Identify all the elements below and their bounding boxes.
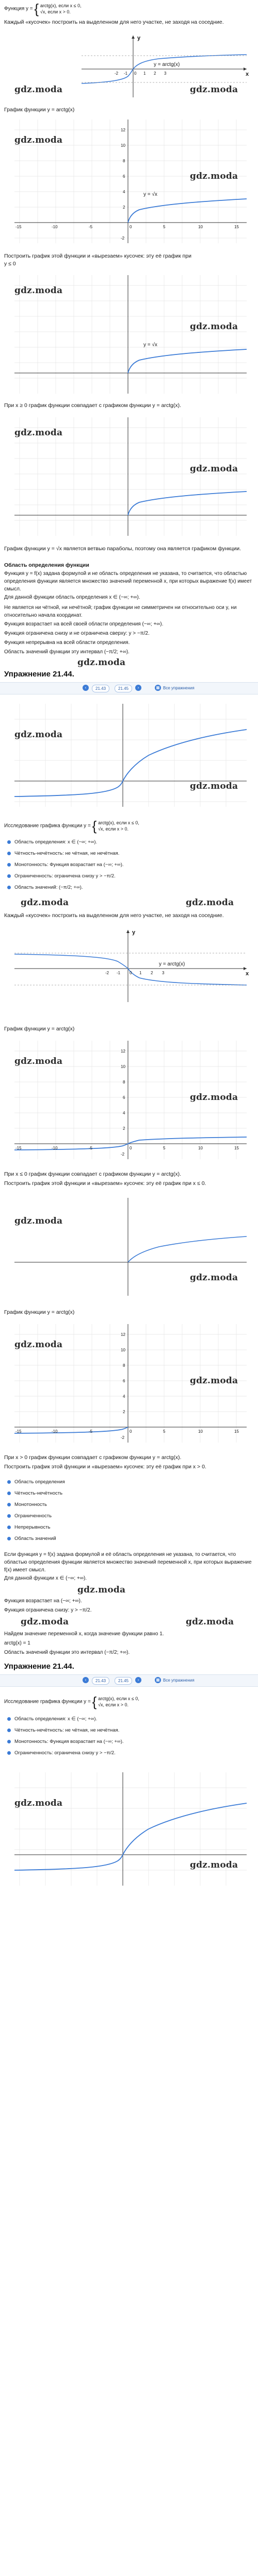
graph-xtick: -15	[15, 1146, 22, 1150]
graph1-y-label: y	[137, 35, 141, 41]
graph-xtick: 5	[163, 1146, 166, 1150]
list-item-text: Чётность-нечётность	[14, 1490, 63, 1496]
list-item	[4, 1477, 254, 1488]
watermark: gdz.moda	[186, 1617, 234, 1627]
exercise-toolbar	[0, 682, 258, 694]
graph2-xtick: 0	[130, 225, 132, 229]
next-exercise-button[interactable]: 21.45	[115, 1677, 132, 1685]
graph-ytick: 8	[123, 1080, 125, 1084]
graph2-ytick: 8	[123, 159, 125, 163]
graph-ytick: 2	[123, 1410, 125, 1414]
graph2-ytick: 12	[121, 128, 125, 132]
graph-ytick: 6	[123, 1379, 125, 1383]
part2-range-row	[4, 1649, 254, 1656]
prev-exercise-button[interactable]: 21.43	[92, 685, 109, 692]
range-label: Область значений функции эту интервал	[4, 649, 103, 655]
part2-domain-value: Для данной функции x ∈ (−∞; +∞).	[4, 1575, 87, 1581]
graph2-xtick: 15	[234, 225, 239, 229]
prev-arrow-icon[interactable]: ‹	[83, 685, 89, 691]
graph2-xtick: -10	[52, 225, 58, 229]
part2-text-a: Каждый «кусочек» построить на выделенном для него участке, не заходя на соседние.	[4, 912, 224, 919]
list-item-text: Область значений	[14, 1536, 56, 1541]
range-value: (−π/2; +∞).	[104, 1650, 130, 1655]
list-item-text: Ограниченность: ограничена снизу y > −π/2.	[14, 1750, 116, 1756]
graph2-ytick: 4	[123, 190, 125, 194]
range-value: (−π/2; +∞).	[104, 649, 130, 655]
function-definition: Функция y = { arctg(x), если x ≤ 0, √x, если x > 0.	[4, 1, 82, 16]
graph-final	[4, 1767, 254, 1891]
graph5-caption: График функции y = √x является ветвью параболы, поэтому она является графиком функции.	[4, 546, 241, 552]
watermark: gdz.moda	[190, 1376, 238, 1386]
list-item-text: Чётность-нечётность: не чётная, не нечётная.	[14, 851, 120, 856]
graph-y-label: y	[132, 929, 136, 936]
graph-xtick: -10	[52, 1146, 58, 1150]
watermark: gdz.moda	[14, 84, 63, 95]
watermark: gdz.moda	[190, 1860, 238, 1870]
all-exercises-link[interactable]: Все упражнения	[163, 1678, 195, 1683]
graph-xtick: -5	[89, 1146, 93, 1150]
exercise-definition-3: Исследование графика функции y = { arctg(x), если x ≤ 0, √x, если x > 0.	[4, 1694, 139, 1709]
graph-ytick: 4	[123, 1111, 125, 1115]
properties-list-3	[4, 1714, 254, 1759]
watermark: gdz.moda	[21, 897, 69, 908]
graph-xtick: 10	[198, 1429, 203, 1434]
graph-tick: 1	[139, 971, 142, 975]
graph-xtick: -10	[52, 1429, 58, 1434]
range-row	[4, 648, 254, 656]
watermark: gdz.moda	[21, 1617, 69, 1627]
list-item-text: Монотонность	[14, 1502, 47, 1507]
list-item	[4, 1714, 254, 1725]
graph-arctg-small-2	[4, 927, 254, 1005]
graph2-ytick: 6	[123, 174, 125, 179]
monotonic-text: Функция возрастает на всей своей области определения (−∞; +∞).	[4, 621, 164, 627]
watermark: gdz.moda	[14, 730, 63, 740]
next-arrow-icon[interactable]: ›	[135, 1677, 141, 1683]
watermark: gdz.moda	[14, 1798, 63, 1808]
graph2-ytick: -2	[121, 236, 125, 241]
graph2-xtick: 5	[163, 225, 166, 229]
exercise-title: Упражнение 21.44.	[4, 670, 74, 679]
intro-text: Каждый «кусочек» построить на выделенном для него участке, не заходя на соседние.	[4, 19, 224, 25]
watermark: gdz.moda	[14, 1056, 63, 1066]
graph-x-label: x	[246, 971, 249, 977]
graph-ytick: 12	[121, 1049, 125, 1054]
graph1-tick: 0	[134, 71, 137, 76]
watermark: gdz.moda	[190, 781, 238, 791]
def-line-1: arctg(x), если x ≤ 0,	[98, 820, 139, 825]
graph2-xtick: -15	[15, 225, 22, 229]
graph-arctg-grid	[4, 1036, 254, 1164]
list-item	[4, 1499, 254, 1511]
graph2-label: y = √x	[143, 192, 157, 197]
graph-ytick: 6	[123, 1095, 125, 1100]
graph3-note: При x ≥ 0 график функции совпадает с графиком функции y = arctg(x).	[4, 402, 182, 409]
graph-xtick: 15	[234, 1429, 239, 1434]
graph-sqrt-grid-2	[4, 270, 254, 399]
graph-xtick: 0	[130, 1429, 132, 1434]
part2-bounded: Функция ограничена снизу: y > −π/2.	[4, 1607, 92, 1613]
graph-xtick: -15	[15, 1429, 22, 1434]
list-item	[4, 848, 254, 859]
graph-xtick: 0	[130, 1146, 132, 1150]
domain-text-1: Функция y = f(x) задана формулой и не область определения не указана, то считается, что областью определения функции является множество значений переменной x, при которых выражение f(x) имеет смысл.	[4, 571, 252, 592]
all-exercises-link[interactable]: Все упражнения	[163, 686, 195, 690]
watermark: gdz.moda	[190, 171, 238, 181]
watermark: gdz.moda	[14, 1216, 63, 1226]
graph-arctg-small	[4, 33, 254, 100]
list-item	[4, 837, 254, 848]
def-label: Функция y =	[4, 6, 33, 12]
list-item	[4, 1522, 254, 1533]
graph3-caption-a: Построить график этой функции и «вырезаем» кусочек: эту её график при	[4, 253, 191, 259]
graph-ytick: 12	[121, 1332, 125, 1337]
graph1-tick: 3	[164, 71, 167, 76]
list-item	[4, 1725, 254, 1736]
range-label: Область значений функции это интервал	[4, 1650, 103, 1655]
graph-ytick: 8	[123, 1363, 125, 1368]
graph2-xtick: -5	[89, 225, 93, 229]
watermark: gdz.moda	[190, 321, 238, 332]
part2-range-eq: arctg(x) = 1	[4, 1640, 30, 1646]
def-line-1: arctg(x), если x ≤ 0,	[98, 1696, 139, 1701]
watermark: gdz.moda	[190, 84, 238, 95]
graph-ytick: -2	[121, 1152, 125, 1157]
part2-text-e: Построить график этой функции и «вырезаем» кусочек: эту её график при x > 0.	[4, 1464, 206, 1470]
def-line-1: arctg(x), если x ≤ 0,	[40, 3, 82, 8]
graph2-ytick: 2	[123, 205, 125, 210]
list-item	[4, 1488, 254, 1499]
graph2-xtick: 10	[198, 225, 203, 229]
graph-tick: 3	[162, 971, 165, 975]
part2-graph3-title: График функции y = arctg(x)	[4, 1309, 75, 1315]
def-line-2: √x, если x > 0.	[40, 9, 71, 14]
list-item-text: Область значений: (−π/2; +∞).	[14, 885, 83, 890]
domain-section-title: Область определения функции	[4, 562, 89, 568]
list-item	[4, 859, 254, 871]
grid-icon[interactable]: ▦	[155, 1677, 161, 1683]
watermark: gdz.moda	[14, 428, 63, 438]
graph-curve-label: y = arctg(x)	[159, 961, 185, 967]
exercise-title-2: Упражнение 21.44.	[4, 1662, 74, 1671]
exercise-text: Исследование графика функции y =	[4, 823, 91, 829]
graph1-tick: 1	[143, 71, 146, 76]
watermark: gdz.moda	[190, 464, 238, 474]
domain-text-2: Для данной функции область определения x ∈ (−∞; +∞).	[4, 595, 140, 600]
list-item	[4, 871, 254, 882]
part2-range-intro: Найдем значение переменной x, когда значение функции равно 1.	[4, 1631, 164, 1637]
graph-arctg-wide	[4, 699, 254, 812]
def-line-2: √x, если x > 0.	[98, 1702, 129, 1707]
next-exercise-button[interactable]: 21.45	[115, 685, 132, 692]
graph3-label: y = √x	[143, 342, 157, 348]
part2-text-c: Построить график этой функции и «вырезаем» кусочек: эту её график при x ≤ 0.	[4, 1180, 206, 1187]
watermark: gdz.moda	[14, 285, 63, 296]
graph-ytick: -2	[121, 1435, 125, 1440]
graph-xtick: -5	[89, 1429, 93, 1434]
graph-tick: 0	[130, 971, 132, 975]
graph1-tick: -1	[124, 71, 128, 76]
grid-icon[interactable]: ▦	[155, 685, 161, 691]
graph-sqrt-grid	[4, 114, 254, 248]
list-item-text: Ограниченность: ограничена снизу y > −π/2.	[14, 873, 116, 879]
part2-monotonic: Функция возрастает на (−∞; +∞).	[4, 1598, 82, 1604]
graph-xtick: 5	[163, 1429, 166, 1434]
list-item-text: Монотонность: Функция возрастает на (−∞; +∞).	[14, 1739, 124, 1744]
watermark: gdz.moda	[190, 1092, 238, 1103]
graph-ytick: 10	[121, 1348, 125, 1352]
list-item	[4, 1748, 254, 1759]
graph-ytick: 2	[123, 1126, 125, 1131]
properties-list-2	[4, 1477, 254, 1545]
prev-exercise-button[interactable]: 21.43	[92, 1677, 109, 1685]
next-arrow-icon[interactable]: ›	[135, 685, 141, 691]
graph-xtick: 15	[234, 1146, 239, 1150]
parity-text: Не является ни чётной, ни нечётной; график функции не симметричен ни относительно оси y, ни относительно начала координат.	[4, 605, 237, 618]
part2-graph2-title: График функции y = arctg(x)	[4, 1026, 75, 1032]
graph-tick: -1	[117, 971, 121, 975]
list-item	[4, 1511, 254, 1522]
continuity-text: Функция непрерывна на всей области определения.	[4, 640, 130, 646]
prev-arrow-icon[interactable]: ‹	[83, 1677, 89, 1683]
part2-domain-text: Если функция y = f(x) задана формулой и её область определения не указана, то считается, что областью определения функции является множество значений переменной x, при которых выражение f(x) имеет смысл.	[4, 1552, 252, 1573]
list-item-text: Ограниченность	[14, 1513, 52, 1519]
graph2-ytick: 10	[121, 143, 125, 148]
graph1-curve-label: y = arctg(x)	[154, 62, 180, 67]
graph-arctg-mid	[4, 1195, 254, 1298]
list-item-text: Монотонность: Функция возрастает на (−∞; +∞).	[14, 862, 124, 868]
exercise-toolbar-2	[0, 1674, 258, 1687]
graph-tick: -2	[105, 971, 109, 975]
graph2-title: График функции y = arctg(x)	[4, 107, 75, 113]
properties-list	[4, 837, 254, 893]
list-item-text: Область определения: x ∈ (−∞; +∞).	[14, 839, 98, 845]
graph-sqrt-grid-3	[4, 412, 254, 541]
graph1-tick: -2	[115, 71, 119, 76]
watermark: gdz.moda	[190, 1273, 238, 1283]
graph-ytick: 4	[123, 1394, 125, 1399]
watermark: gdz.moda	[77, 1585, 126, 1595]
part2-text-d: При x > 0 график функции совпадает с графиком функции y = arctg(x).	[4, 1454, 182, 1461]
def-line-2: √x, если x > 0.	[98, 826, 129, 832]
exercise-text: Исследование графика функции y =	[4, 1699, 91, 1705]
watermark: gdz.moda	[77, 657, 126, 668]
watermark: gdz.moda	[186, 897, 234, 908]
list-item-text: Чётность-нечётность: не чётная, не нечётная.	[14, 1727, 120, 1733]
graph-tick: 2	[151, 971, 153, 975]
graph-arctg-grid-2	[4, 1319, 254, 1448]
graph3-caption-b: y ≤ 0	[4, 261, 16, 267]
list-item	[4, 1533, 254, 1545]
bounded-text: Функция ограничена снизу и не ограничена сверху: y > −π/2.	[4, 631, 150, 636]
list-item-text: Область определения	[14, 1479, 65, 1485]
graph-xtick: 10	[198, 1146, 203, 1150]
list-item-text: Непрерывность	[14, 1524, 51, 1530]
list-item	[4, 882, 254, 893]
graph1-tick: 2	[154, 71, 156, 76]
graph1-x-label: x	[246, 71, 249, 77]
exercise-definition: Исследование графика функции y = { arctg(x), если x ≤ 0, √x, если x > 0.	[4, 818, 139, 834]
list-item-text: Область определения: x ∈ (−∞; +∞).	[14, 1716, 98, 1722]
part2-text-b: При x ≤ 0 график функции совпадает с графиком функции y = arctg(x).	[4, 1171, 182, 1177]
graph-ytick: 10	[121, 1064, 125, 1069]
list-item	[4, 1736, 254, 1748]
watermark: gdz.moda	[14, 1340, 63, 1350]
watermark: gdz.moda	[14, 135, 63, 145]
